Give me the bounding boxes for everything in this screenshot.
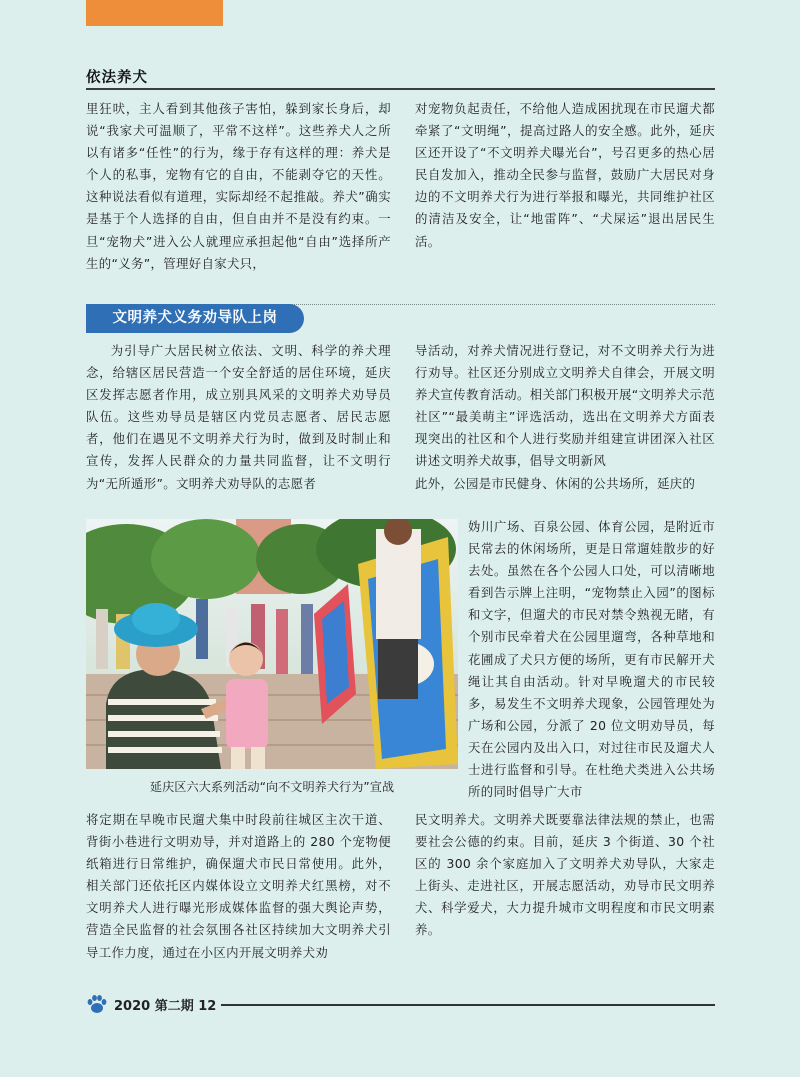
narrow-right-column	[468, 516, 715, 803]
page-footer	[86, 994, 216, 1014]
paragraph: 妫川广场、百泉公园、体育公园，是附近市民常去的休闲场所，更是日常遛娃散步的好去处。虽然在各个公园人口处，可以清晰地看到告示牌上注明，“宠物禁止入园”的图标和文字，但遛犬的市民对禁令熟视无睹，有个别市民牵着犬在公园里遛弯，各种草地和花圃成了犬只方便的场所，更有市民解开犬绳让其自由活动。针对早晚遛犬的市民较多，易发生不文明养犬现象，公园管理处为广场和公园，分派了 20 位文明劝导员，每天在公园内及出入口，对过往市民及遛犬人士进行监督和引导。在杜绝犬类进入公共场所的同时倡导广大市	[468, 519, 715, 800]
paragraph: 此外，公园是市民健身、休闲的公共场所，延庆的	[415, 475, 696, 491]
paragraph: 将定期在早晚市民遛犬集中时段前往城区主次干道、背街小巷进行文明劝导，并对道路上的 280 个宠物便纸箱进行日常维护，确保遛犬市民日常使用。此外，相关部门还依托区内媒体设立文明养犬红黑榜，对不文明养犬人进行曝光形成媒体监督的强大舆论声势，营造全民监督的社会氛围各社区持续加大文明养犬引导工作力度，通过在小区内开展文明养犬劝	[86, 812, 391, 960]
paragraph: 里狂吠，主人看到其他孩子害怕，躲到家长身后，却说“我家犬可温顺了，平常不这样”。这些养犬人之所以有诸多“任性”的行为，缘于存有这样的理：养犬是个人的私事，宠物有它的自由，不能剥夺它的天性。这种说法看似有道理，实际却经不起推敲。养犬”确实是基于个人选择的自由，但自由并不是没有约束。一旦“宠物犬”进入公人就理应承担起他“自由”选择所产生的“义务”，管理好自家犬只，	[86, 101, 391, 271]
paw-icon	[86, 994, 108, 1014]
event-photo-illustration	[86, 519, 458, 769]
paragraph: 对宠物负起责任，不给他人造成困扰现在市民遛犬都牵紧了“文明绳”，提高过路人的安全感。此外，延庆区还开设了“不文明养犬曝光台”，号召更多的热心居民自发加入，推动全民参与监督，鼓励广大居民对身边的不文明养犬行为进行举报和曝光，共同维护社区的清洁及安全，让“地雷阵”、“犬屎运”退出居民生活。	[415, 101, 715, 249]
paragraph: 为引导广大居民树立依法、文明、科学的养犬理念，给辖区居民营造一个安全舒适的居住环境，延庆区发挥志愿者作用，成立别具风采的文明养犬劝导员队伍。这些劝导员是辖区内党员志愿者、居民志愿者，他们在遇见不文明养犬行为时，做到及时制止和宣传，发挥人民群众的力量共同监督，让不文明行为“无所遁形”。文明养犬劝导队的志愿者	[86, 343, 391, 491]
paragraph: 导活动，对养犬情况进行登记，对不文明养犬行为进行劝导。社区还分别成立文明养犬自律会，开展文明养犬宣传教育活动。相关部门积极开展“文明养犬示范社区”“最美萌主”评选活动，选出在文明养犬方面表现突出的社区和个人进行奖励并组建宣讲团深入社区讲述文明养犬故事，倡导文明新风	[415, 343, 715, 469]
mid-right-column	[415, 340, 715, 495]
header-tab	[86, 0, 223, 26]
photo-caption: 延庆区六大系列活动“向不文明养犬行为”宣战	[149, 780, 395, 794]
top-right-column	[415, 98, 715, 253]
event-photo	[86, 519, 458, 769]
subsection-title: 文明养犬义务劝导队上岗	[86, 304, 304, 333]
page-number: 2020 第二期 12	[114, 998, 217, 1014]
top-left-column	[86, 98, 391, 275]
bottom-left-column	[86, 809, 391, 964]
section-rule	[86, 88, 715, 90]
paragraph: 民文明养犬。文明养犬既要靠法律法规的禁止，也需要社会公德的约束。目前，延庆 3 个街道、30 个社区的 300 余个家庭加入了文明养犬劝导队，大家走上街头、走进社区，开展志愿活动，劝导市民文明养犬、科学爱犬，大力提升城市文明程度和市民文明素养。	[415, 812, 715, 938]
section-title: 依法养犬	[86, 70, 148, 86]
footer-rule	[221, 1004, 715, 1006]
mid-left-column	[86, 340, 391, 495]
bottom-right-column	[415, 809, 715, 942]
